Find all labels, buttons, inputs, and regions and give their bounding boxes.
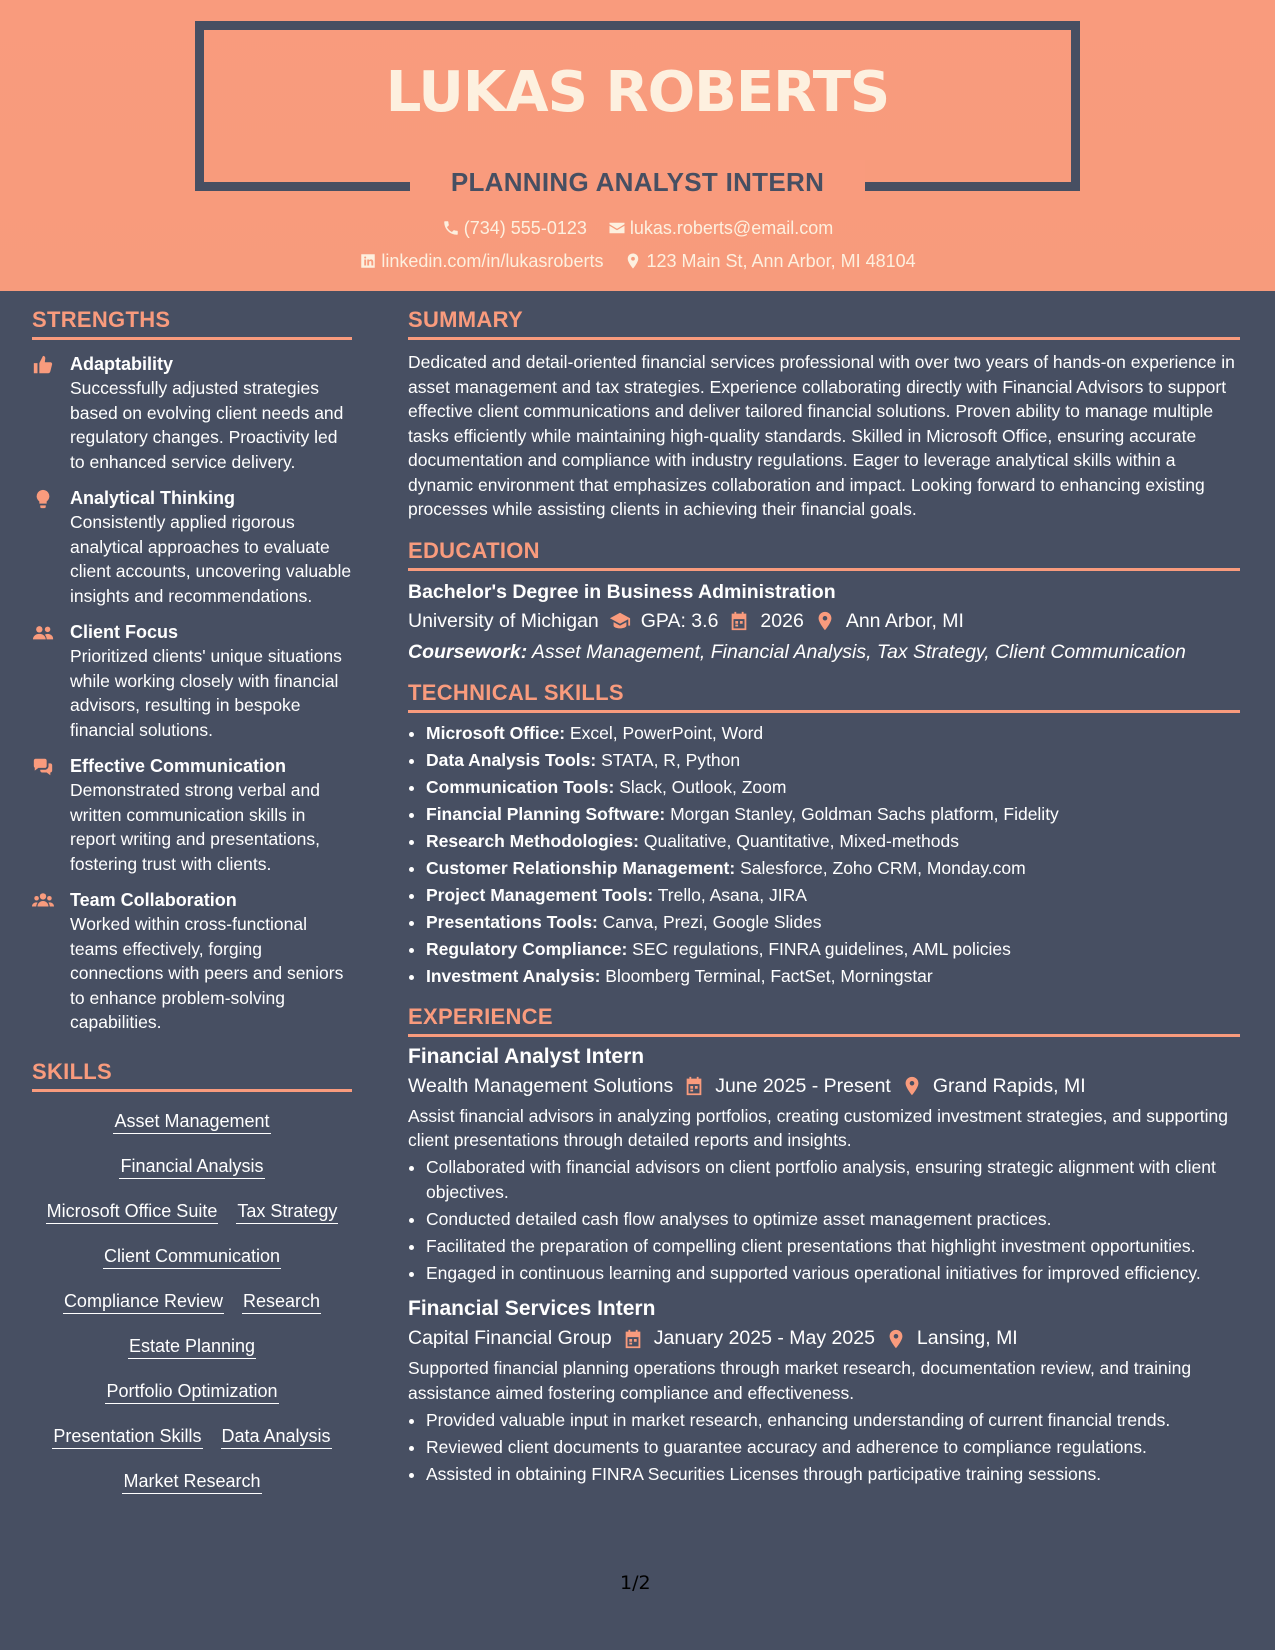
strength-desc: Prioritized clients' unique situations while working closely with financial advisors, resulting in bespoke financial solutions.: [70, 646, 342, 740]
header-banner: [0, 0, 1275, 291]
strength-title: Analytical Thinking: [70, 488, 236, 508]
tech-skill-value: Salesforce, Zoho CRM, Monday.com: [740, 857, 1026, 878]
tech-skill-label: Project Management Tools:: [426, 884, 654, 905]
contact-row-2: [0, 251, 1275, 272]
phone-text: (734) 555-0123: [463, 218, 587, 238]
envelope-icon: [608, 219, 626, 237]
comments-icon: [32, 756, 54, 778]
strengths-list: [32, 352, 352, 1035]
skill-tag: Data Analysis: [221, 1426, 332, 1449]
coursework-label: Coursework:: [408, 640, 528, 663]
skill-tag: Market Research: [122, 1471, 261, 1494]
strength-desc: Worked within cross-functional teams effectively, forging connections with peers and seniors to enhance problem-solving capabilities.: [70, 914, 344, 1032]
skill-row: [32, 1460, 352, 1505]
skills-list: [32, 1100, 352, 1505]
job-entry-title: Financial Analyst Intern: [408, 1044, 645, 1068]
skill-tag: Asset Management: [113, 1111, 270, 1134]
skill-tag: Presentation Skills: [52, 1426, 202, 1449]
tech-skill-label: Microsoft Office:: [426, 722, 566, 743]
job-location: Lansing, MI: [916, 1327, 1018, 1349]
contact-phone[interactable]: [442, 218, 587, 239]
strength-title: Team Collaboration: [70, 890, 237, 910]
tech-skill-item: [426, 883, 1240, 907]
calendar-icon: [622, 1328, 644, 1350]
tech-skill-value: Slack, Outlook, Zoom: [619, 776, 787, 797]
tech-skill-label: Financial Planning Software:: [426, 803, 666, 824]
right-column: [408, 291, 1240, 1486]
job-meta: [408, 1075, 1240, 1098]
skills-heading: SKILLS: [32, 1059, 352, 1092]
gpa: GPA: 3.6: [640, 609, 719, 632]
strength-title: Client Focus: [70, 622, 179, 642]
skill-row: [32, 1100, 352, 1145]
job-bullet: • Conducted detailed cash flow analyses to optimize asset management practices.: [426, 1207, 1240, 1232]
skill-row: [32, 1235, 352, 1280]
candidate-name: LUKAS ROBERTS: [385, 60, 890, 125]
strengths-heading: STRENGTHS: [32, 307, 352, 340]
strength-title: Adaptability: [70, 354, 174, 374]
tech-skill-item: [426, 721, 1240, 745]
tech-skill-item: [426, 964, 1240, 988]
summary-text: Dedicated and detail-oriented financial services professional with over two years of hands-on experience in asset management and tax strategies. Experience collaborating directly with Financial Advisors to support effective client communications and deliver tailored financial solutions. Proven ability to manage multiple tasks efficiently while maintaining high-quality standards. Skilled in Microsoft Office, ensuring accurate documentation and compliance with industry regulations. Eager to leverage analytical skills within a dynamic environment that emphasizes collaboration and impact. Looking forward to enhancing existing processes while assisting clients in achieving their financial goals.: [408, 352, 1235, 519]
degree: Bachelor's Degree in Business Administration: [408, 580, 836, 603]
skill-tag: Compliance Review: [63, 1291, 224, 1314]
linkedin-icon: [359, 252, 377, 270]
tech-skill-label: Regulatory Compliance:: [426, 938, 628, 959]
tech-skill-label: Research Methodologies:: [426, 830, 639, 851]
coursework: [408, 641, 1240, 664]
skill-tag: Microsoft Office Suite: [46, 1201, 219, 1224]
job-entry-title: Financial Services Intern: [408, 1297, 656, 1320]
page-number: 1/2: [620, 1572, 651, 1594]
contact-linkedin[interactable]: [359, 251, 603, 272]
job-bullet: • Facilitated the preparation of compelling client presentations that highlight investment opportunities.: [426, 1234, 1240, 1259]
skill-row: [32, 1280, 352, 1325]
tech-skill-value: STATA, R, Python: [601, 749, 741, 770]
tech-skill-item: [426, 829, 1240, 853]
job-title: PLANNING ANALYST INTERN: [450, 167, 825, 197]
tech-skill-item: [426, 937, 1240, 961]
skill-row: [32, 1370, 352, 1415]
map-pin-icon: [901, 1075, 923, 1097]
strength-desc: Consistently applied rigorous analytical approaches to evaluate client accounts, uncovering valuable insights and recommendations.: [70, 512, 352, 606]
skill-tag: Estate Planning: [128, 1336, 256, 1359]
phone-icon: [442, 219, 460, 237]
skill-row: [32, 1190, 352, 1235]
strength-desc: Successfully adjusted strategies based on evolving client needs and regulatory changes. Proactivity led to enhanced service delivery.: [70, 378, 344, 472]
skill-tag: Client Communication: [103, 1246, 281, 1269]
graduation-cap-icon: [609, 610, 631, 632]
job-entry: [408, 1045, 1240, 1286]
tech-skill-item: [426, 802, 1240, 826]
tech-skill-value: Canva, Prezi, Google Slides: [602, 911, 822, 932]
tech-skill-label: Data Analysis Tools:: [426, 749, 597, 770]
coursework-list: Asset Management, Financial Analysis, Tax Strategy, Client Communication: [531, 640, 1186, 663]
calendar-icon: [728, 610, 750, 632]
job-description: Supported financial planning operations through market research, documentation review, and training assistance aimed fostering compliance and effectiveness.: [408, 1358, 1192, 1403]
calendar-icon: [683, 1075, 705, 1097]
thumbs-up-icon: [32, 354, 54, 376]
left-column: [32, 291, 352, 1505]
tech-skill-item: [426, 856, 1240, 880]
technical-skills-list: [408, 721, 1240, 988]
job-location: Grand Rapids, MI: [932, 1074, 1086, 1097]
skill-tag: Research: [242, 1291, 321, 1314]
tech-skill-label: Communication Tools:: [426, 776, 615, 797]
strength-desc: Demonstrated strong verbal and written communication skills in report writing and presentations, fostering trust with clients.: [70, 780, 320, 874]
tech-skill-label: Presentations Tools:: [426, 911, 598, 932]
technical-skills-heading: TECHNICAL SKILLS: [408, 680, 1240, 713]
education-heading: EDUCATION: [408, 538, 1240, 571]
address-text: 123 Main St, Ann Arbor, MI 48104: [646, 251, 916, 271]
summary-heading: SUMMARY: [408, 307, 1240, 340]
skill-row: [32, 1415, 352, 1460]
tech-skill-value: Morgan Stanley, Goldman Sachs platform, Fidelity: [670, 803, 1059, 824]
strength-title: Effective Communication: [70, 756, 287, 776]
tech-skill-item: [426, 748, 1240, 772]
skill-tag: Tax Strategy: [236, 1201, 338, 1224]
job-bullet: • Collaborated with financial advisors on client portfolio analysis, ensuring strategic alignment with client objectives.: [426, 1155, 1240, 1204]
skill-row: [32, 1325, 352, 1370]
experience-heading: EXPERIENCE: [408, 1004, 1240, 1037]
user-group-icon: [32, 622, 54, 644]
job-bullet: • Engaged in continuous learning and supported various operational initiatives for improved efficiency.: [426, 1261, 1240, 1286]
job-bullet: • Reviewed client documents to guarantee accuracy and adherence to compliance regulations.: [426, 1435, 1240, 1460]
job-meta: [408, 1327, 1240, 1350]
tech-skill-label: Customer Relationship Management:: [426, 857, 736, 878]
skill-tag: Portfolio Optimization: [105, 1381, 278, 1404]
job-description: Assist financial advisors in analyzing portfolios, creating customized investment strategies, and supporting client presentations through detailed reports and insights.: [408, 1105, 1228, 1150]
school-name: University of Michigan: [408, 609, 599, 632]
tech-skill-value: Qualitative, Quantitative, Mixed-methods: [643, 830, 959, 851]
users-icon: [32, 890, 54, 912]
strength-item: [32, 352, 352, 474]
job-bullet: • Assisted in obtaining FINRA Securities Licenses through participative training sessions.: [426, 1462, 1240, 1487]
strength-item: [32, 888, 352, 1035]
linkedin-text: linkedin.com/in/lukasroberts: [381, 251, 604, 271]
tech-skill-item: [426, 775, 1240, 799]
skill-tag: Financial Analysis: [119, 1156, 264, 1179]
tech-skill-item: [426, 910, 1240, 934]
job-bullets: [408, 1155, 1240, 1285]
tech-skill-value: Bloomberg Terminal, FactSet, Morningstar: [605, 965, 933, 986]
contact-address: [624, 251, 915, 272]
contact-email[interactable]: [608, 218, 833, 239]
job-dates: January 2025 - May 2025: [653, 1327, 875, 1349]
strength-item: [32, 620, 352, 742]
map-pin-icon: [624, 252, 642, 270]
school-location: Ann Arbor, MI: [845, 609, 964, 632]
tech-skill-value: Excel, PowerPoint, Word: [569, 722, 764, 743]
tech-skill-label: Investment Analysis:: [426, 965, 601, 986]
company-name: Capital Financial Group: [408, 1327, 612, 1349]
strength-item: [32, 754, 352, 876]
contact-row-1: [0, 218, 1275, 239]
job-bullet: • Provided valuable input in market research, enhancing understanding of current financial trends.: [426, 1408, 1240, 1433]
strength-item: [32, 486, 352, 608]
skill-row: [32, 1145, 352, 1190]
map-pin-icon: [885, 1328, 907, 1350]
job-entry: [408, 1297, 1240, 1486]
company-name: Wealth Management Solutions: [408, 1074, 674, 1097]
graduation-year: 2026: [760, 609, 804, 632]
email-text: lukas.roberts@email.com: [629, 218, 834, 238]
job-bullets: [408, 1408, 1240, 1487]
map-pin-icon: [814, 610, 836, 632]
tech-skill-value: Trello, Asana, JIRA: [657, 884, 807, 905]
lightbulb-icon: [32, 488, 54, 510]
job-dates: June 2025 - Present: [715, 1074, 891, 1097]
tech-skill-value: SEC regulations, FINRA guidelines, AML policies: [632, 938, 1011, 959]
education-meta: [408, 610, 1240, 633]
